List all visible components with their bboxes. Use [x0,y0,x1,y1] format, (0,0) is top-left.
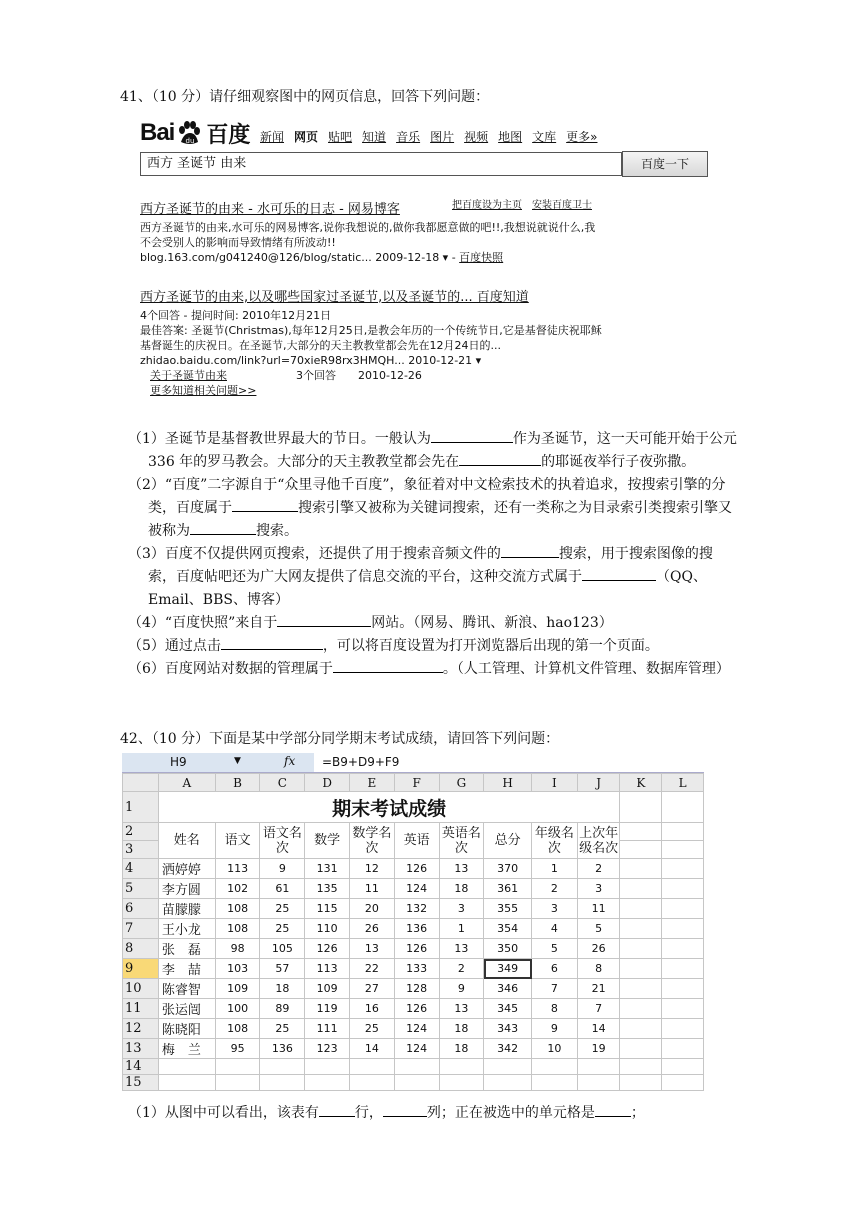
table-row [123,939,704,959]
data-cell[interactable]: 342 [484,1039,532,1059]
data-cell[interactable]: 5 [532,939,578,959]
sheet-grid [122,773,704,1091]
nav-news[interactable]: 新闻 [260,130,285,144]
cell[interactable] [662,823,704,841]
row-header-11[interactable]: 11 [123,999,159,1019]
data-cell[interactable]: 132 [394,899,439,919]
data-cell[interactable]: 128 [394,979,439,999]
data-cell[interactable]: 16 [350,999,395,1019]
q41-5-part-a: （5）通过点击 [128,638,221,654]
data-cell[interactable]: 2 [577,859,620,879]
data-cell[interactable]: 102 [215,879,260,899]
cell[interactable] [620,999,662,1019]
header-cell[interactable]: 数学名次 [350,823,395,859]
nav-music[interactable]: 音乐 [396,130,421,144]
row-header-6[interactable]: 6 [123,899,159,919]
nav-images[interactable]: 图片 [430,130,455,144]
sheet-row-2 [123,823,704,841]
data-cell[interactable]: 25 [260,1019,305,1039]
data-cell[interactable]: 8 [532,999,578,1019]
data-cell[interactable]: 105 [260,939,305,959]
cell[interactable] [662,979,704,999]
function-icon[interactable]: fx [284,754,296,768]
header-cell[interactable]: 英语 [394,823,439,859]
data-cell[interactable]: 18 [439,879,484,899]
answer-blank[interactable] [333,658,443,673]
empty-row [123,1059,704,1075]
install-guard-link[interactable]: 安装百度卫士 [532,200,592,211]
nav-map[interactable]: 地图 [498,130,523,144]
data-cell[interactable]: 343 [484,1019,532,1039]
column-header-A[interactable]: A [158,774,215,792]
data-cell[interactable]: 95 [215,1039,260,1059]
column-header-J[interactable]: J [577,774,620,792]
spreadsheet [122,753,704,1098]
search-result-1 [140,202,620,265]
cell[interactable] [662,1019,704,1039]
cell[interactable] [662,1059,704,1075]
data-cell[interactable]: 350 [484,939,532,959]
data-cell[interactable]: 20 [350,899,395,919]
column-header-F[interactable]: F [394,774,439,792]
search-button[interactable]: 百度一下 [622,151,708,177]
column-header-G[interactable]: G [439,774,484,792]
q41-2-part-b: 搜索引擎又被称为关键词搜索，还有一类称之为目录索引类搜索引擎又被称为 [148,500,732,539]
table-row [123,979,704,999]
data-cell[interactable]: 1 [439,919,484,939]
answer-blank[interactable] [459,451,541,466]
cell[interactable] [662,1039,704,1059]
data-cell[interactable]: 355 [484,899,532,919]
cell[interactable] [439,1075,484,1091]
cell[interactable] [484,1075,532,1091]
data-cell[interactable]: 124 [394,879,439,899]
cell[interactable] [577,1075,620,1091]
data-cell[interactable]: 123 [305,1039,350,1059]
data-cell[interactable]: 135 [305,879,350,899]
data-cell[interactable]: 13 [439,939,484,959]
cell[interactable] [305,1059,350,1075]
data-cell[interactable]: 7 [532,979,578,999]
data-cell[interactable]: 136 [260,1039,305,1059]
cell[interactable] [215,1059,260,1075]
data-cell[interactable]: 3 [577,879,620,899]
cell[interactable] [620,841,662,859]
data-cell[interactable]: 57 [260,959,305,979]
cell[interactable] [305,1075,350,1091]
data-cell[interactable]: 18 [439,1019,484,1039]
answer-blank[interactable] [501,543,559,558]
table-row [123,959,704,979]
q41-2-part-c: 搜索。 [256,523,298,539]
q41-item-6 [128,658,740,681]
cell[interactable] [439,1059,484,1075]
data-cell[interactable]: 9 [532,1019,578,1039]
data-cell[interactable]: 110 [305,919,350,939]
data-cell[interactable]: 108 [215,899,260,919]
set-homepage-link[interactable]: 把百度设为主页 [452,200,522,211]
nav-video[interactable]: 视频 [464,130,489,144]
cell[interactable] [532,1059,578,1075]
name-cell[interactable]: 梅 兰 [158,1039,215,1059]
row-header-1[interactable]: 1 [123,792,159,823]
data-cell[interactable]: 10 [532,1039,578,1059]
formula-bar [122,753,704,773]
result-2-snippet-2: 基督诞生的庆祝日。在圣诞节,大部分的天主教教堂都会先在12月24日的... [140,339,501,352]
row-header-10[interactable]: 10 [123,979,159,999]
data-cell[interactable]: 27 [350,979,395,999]
table-row [123,919,704,939]
data-cell[interactable]: 25 [350,1019,395,1039]
name-cell[interactable]: 张 磊 [158,939,215,959]
data-cell[interactable]: 345 [484,999,532,1019]
q41-item-2 [128,474,740,543]
data-cell[interactable]: 18 [439,1039,484,1059]
data-cell[interactable]: 124 [394,1019,439,1039]
data-cell[interactable]: 4 [532,919,578,939]
formula-text[interactable]: =B9+D9+F9 [322,755,400,769]
data-cell[interactable]: 361 [484,879,532,899]
cell[interactable] [158,1059,215,1075]
column-header-H[interactable]: H [484,774,532,792]
cell[interactable] [350,1075,395,1091]
empty-row [123,1075,704,1091]
selected-cell-h9[interactable]: 349 [484,959,532,979]
q41-item-1 [128,428,740,474]
data-cell[interactable]: 3 [532,899,578,919]
data-cell[interactable]: 5 [577,919,620,939]
data-cell[interactable]: 124 [394,1039,439,1059]
baidu-logo-text: Bai [140,119,175,146]
data-cell[interactable]: 8 [577,959,620,979]
q41-5-part-b: ，可以将百度设置为打开浏览器后出现的第一个页面。 [322,638,659,654]
row-header-15[interactable]: 15 [123,1075,159,1091]
data-cell[interactable]: 1 [532,859,578,879]
cell[interactable] [620,899,662,919]
data-cell[interactable]: 109 [215,979,260,999]
data-cell[interactable]: 126 [394,859,439,879]
more-zhidao-link[interactable]: 更多知道相关问题>> [150,384,257,397]
data-cell[interactable]: 98 [215,939,260,959]
cell[interactable] [260,1075,305,1091]
q42-1-part-d: ； [630,1105,645,1121]
row-header-12[interactable]: 12 [123,1019,159,1039]
baidu-logo-cn: 百度 [206,122,251,148]
paw-icon [176,120,202,146]
result-2-title[interactable]: 西方圣诞节的由来,以及哪些国家过圣诞节,以及圣诞节的... 百度知道 [140,290,529,305]
result-1-snippet-1: 西方圣诞节的由来,水可乐的网易博客,说你我想说的,做你我都愿意做的吧!!,我想说就说什么,我 [140,221,596,234]
data-cell[interactable]: 119 [305,999,350,1019]
data-cell[interactable]: 346 [484,979,532,999]
nav-wenku[interactable]: 文库 [532,130,557,144]
data-cell[interactable]: 9 [260,859,305,879]
column-header-K[interactable]: K [620,774,662,792]
data-cell[interactable]: 111 [305,1019,350,1039]
result-1-url-line [140,250,620,265]
q41-3-part-c: （QQ、Email、BBS、博客） [148,569,707,608]
q41-6-part-a: （6）百度网站对数据的管理属于 [128,661,333,677]
data-cell[interactable]: 115 [305,899,350,919]
q41-3-part-a: （3）百度不仅提供网页搜索，还提供了用于搜索音频文件的 [128,546,501,562]
data-cell[interactable]: 7 [577,999,620,1019]
cell[interactable] [620,919,662,939]
q41-1-part-c: 的耶诞夜举行子夜弥撒。 [541,454,696,470]
cell[interactable] [662,792,704,823]
data-cell[interactable]: 11 [350,879,395,899]
column-header-C[interactable]: C [260,774,305,792]
answer-blank[interactable] [595,1102,631,1117]
select-all-corner[interactable] [123,774,159,792]
nav-tieba[interactable]: 贴吧 [328,130,353,144]
baidu-nav [260,128,597,145]
cell[interactable] [662,919,704,939]
data-cell[interactable]: 2 [532,879,578,899]
cell[interactable] [662,939,704,959]
search-input[interactable]: 西方 圣诞节 由来 [140,152,622,176]
data-cell[interactable]: 113 [305,959,350,979]
paw-du-text: du [185,137,195,145]
row-header-8[interactable]: 8 [123,939,159,959]
nav-more[interactable]: 更多» [566,130,598,144]
data-cell[interactable]: 131 [305,859,350,879]
question-42-title: 42、（10 分）下面是某中学部分同学期末考试成绩，请回答下列问题： [120,731,560,747]
header-cell[interactable]: 语文名次 [260,823,305,859]
header-cell[interactable]: 总分 [484,823,532,859]
data-cell[interactable]: 126 [394,999,439,1019]
q41-item-3 [128,543,740,612]
nav-zhidao[interactable]: 知道 [362,130,387,144]
data-cell[interactable]: 136 [394,919,439,939]
name-cell[interactable]: 李 喆 [158,959,215,979]
answer-blank[interactable] [221,635,323,650]
name-cell[interactable]: 王小龙 [158,919,215,939]
data-cell[interactable]: 14 [350,1039,395,1059]
baidu-screenshot [140,118,720,418]
data-cell[interactable]: 109 [305,979,350,999]
cell[interactable] [620,959,662,979]
header-cell[interactable]: 数学 [305,823,350,859]
cell[interactable] [620,792,662,823]
row-header-14[interactable]: 14 [123,1059,159,1075]
data-cell[interactable]: 354 [484,919,532,939]
name-cell[interactable]: 洒婷婷 [158,859,215,879]
cell[interactable] [620,1019,662,1039]
baidu-logo [140,118,250,148]
result-2-url: zhidao.baidu.com/link?url=70xieR98rx3HMQH... 2010-12-21 ▾ [140,354,482,367]
q42-item-1-line [128,1102,740,1125]
q41-3-part-b: 搜索，用于搜索图像的搜索，百度帖吧还为广大网友提供了信息交流的平台，这种交流方式属于 [148,546,713,585]
cell[interactable] [620,859,662,879]
data-cell[interactable]: 18 [260,979,305,999]
data-cell[interactable]: 113 [215,859,260,879]
cell[interactable] [620,823,662,841]
cell[interactable] [620,979,662,999]
name-box-value: H9 [170,755,187,769]
data-cell[interactable]: 103 [215,959,260,979]
data-cell[interactable]: 6 [532,959,578,979]
data-cell[interactable]: 26 [577,939,620,959]
column-header-B[interactable]: B [215,774,260,792]
data-cell[interactable]: 12 [350,859,395,879]
name-cell[interactable]: 苗朦朦 [158,899,215,919]
answer-blank[interactable] [383,1102,427,1117]
q42-1-part-c: 列；正在被选中的单元格是 [426,1105,595,1121]
data-cell[interactable]: 19 [577,1039,620,1059]
name-cell[interactable]: 李方圆 [158,879,215,899]
cell[interactable] [577,1059,620,1075]
cell[interactable] [620,879,662,899]
cell[interactable] [662,959,704,979]
q42-1-part-b: 行， [354,1105,383,1121]
q41-2-part-a: （2）“百度”二字源自于“众里寻他千百度”，象征着对中文检索技术的执着追求，按搜索引擎的分类，百度属于 [128,477,726,516]
nav-web[interactable]: 网页 [294,130,319,144]
cell[interactable] [215,1075,260,1091]
data-cell[interactable]: 61 [260,879,305,899]
cell[interactable] [620,1039,662,1059]
answer-blank[interactable] [431,428,513,443]
cell[interactable] [260,1059,305,1075]
q42-1-part-a: （1）从图中可以看出，该表有 [128,1105,319,1121]
cell[interactable] [484,1059,532,1075]
sheet-row-1 [123,792,704,823]
cell[interactable] [620,1059,662,1075]
data-cell[interactable]: 13 [439,859,484,879]
result-1-snapshot-link[interactable]: 百度快照 [459,251,504,264]
name-cell[interactable]: 陈晓阳 [158,1019,215,1039]
header-cell[interactable]: 语文 [215,823,260,859]
table-row [123,1019,704,1039]
cell[interactable] [158,1075,215,1091]
name-cell[interactable]: 陈睿智 [158,979,215,999]
header-cell[interactable]: 年级名次 [532,823,578,859]
search-result-2 [140,290,700,398]
data-cell[interactable]: 25 [260,919,305,939]
column-header-row [123,774,704,792]
result-2-meta: 4个回答 - 提问时间: 2010年12月21日 [140,309,332,322]
cell[interactable] [350,1059,395,1075]
data-cell[interactable]: 108 [215,1019,260,1039]
answer-blank[interactable] [277,612,371,627]
data-cell[interactable]: 26 [350,919,395,939]
result-2-snippet-1: 最佳答案: 圣诞节(Christmas),每年12月25日,是教会年历的一个传统节日,它是基督徒庆祝耶稣 [140,324,602,337]
q41-4-part-a: （4）“百度快照”来自于 [128,615,278,631]
q41-item-5 [128,635,740,658]
table-row [123,999,704,1019]
related-count: 3个回答 [296,369,336,382]
q41-1-part-b: 作为圣诞节，这一天可能开始于公元 336 年的罗马教会。大部分的天主教教堂都会先在 [148,431,737,470]
chevron-down-icon[interactable]: ▼ [234,756,241,766]
result-1-title[interactable]: 西方圣诞节的由来 - 水可乐的日志 - 网易博客 [140,202,400,217]
result-1-snippet-2: 不会受别人的影响而导致情绪有所波动!! [140,236,336,249]
q41-4-part-b: 网站。（网易、腾讯、新浪、hao123） [371,615,613,631]
question-42-item-1 [128,1102,740,1125]
answer-blank[interactable] [582,566,656,581]
sheet-title-cell[interactable]: 期末考试成绩 [158,792,620,823]
cell[interactable] [662,999,704,1019]
related-title-link[interactable]: 关于圣诞节由来 [150,369,227,382]
data-cell[interactable]: 126 [394,939,439,959]
cell[interactable] [394,1075,439,1091]
row-header-3[interactable]: 3 [123,841,159,859]
cell[interactable] [662,841,704,859]
header-cell[interactable]: 上次年级名次 [577,823,620,859]
column-header-L[interactable]: L [662,774,704,792]
data-cell[interactable]: 108 [215,919,260,939]
row-header-2[interactable]: 2 [123,823,159,841]
cell[interactable] [394,1059,439,1075]
data-cell[interactable]: 21 [577,979,620,999]
cell[interactable] [662,899,704,919]
table-row [123,1039,704,1059]
header-cell[interactable]: 英语名次 [439,823,484,859]
column-header-I[interactable]: I [532,774,578,792]
cell[interactable] [662,879,704,899]
table-row [123,859,704,879]
data-cell[interactable]: 370 [484,859,532,879]
table-row [123,899,704,919]
cell[interactable] [620,1075,662,1091]
q41-item-4 [128,612,740,635]
name-cell[interactable]: 张运闿 [158,999,215,1019]
q41-6-part-b: 。（人工管理、计算机文件管理、数据库管理） [442,661,730,677]
data-cell[interactable]: 133 [394,959,439,979]
row-header-9[interactable]: 9 [123,959,159,979]
table-row [123,879,704,899]
answer-blank[interactable] [319,1102,355,1117]
data-cell[interactable]: 11 [577,899,620,919]
row-header-4[interactable]: 4 [123,859,159,879]
question-41-items [128,428,740,681]
cell[interactable] [662,859,704,879]
q41-1-part-a: （1）圣诞节是基督教世界最大的节日。一般认为 [128,431,431,447]
header-cell[interactable]: 姓名 [158,823,215,859]
data-cell[interactable]: 100 [215,999,260,1019]
data-cell[interactable]: 2 [439,959,484,979]
data-cell[interactable]: 89 [260,999,305,1019]
answer-blank[interactable] [232,497,298,512]
question-41-title: 41、（10 分）请仔细观察图中的网页信息，回答下列问题： [120,89,490,105]
data-cell[interactable]: 13 [439,999,484,1019]
data-cell[interactable]: 22 [350,959,395,979]
cell[interactable] [532,1075,578,1091]
row-header-13[interactable]: 13 [123,1039,159,1059]
data-cell[interactable]: 13 [350,939,395,959]
data-cell[interactable]: 3 [439,899,484,919]
column-header-D[interactable]: D [305,774,350,792]
result-1-url: blog.163.com/g041240@126/blog/static... 2009-12-18 ▾ - [140,251,460,264]
answer-blank[interactable] [190,520,256,535]
row-header-7[interactable]: 7 [123,919,159,939]
data-cell[interactable]: 14 [577,1019,620,1039]
row-header-5[interactable]: 5 [123,879,159,899]
column-header-E[interactable]: E [350,774,395,792]
related-date: 2010-12-26 [358,369,422,382]
related-row [140,368,700,383]
data-cell[interactable]: 25 [260,899,305,919]
data-cell[interactable]: 9 [439,979,484,999]
data-cell[interactable]: 126 [305,939,350,959]
cell[interactable] [662,1075,704,1091]
cell[interactable] [620,939,662,959]
